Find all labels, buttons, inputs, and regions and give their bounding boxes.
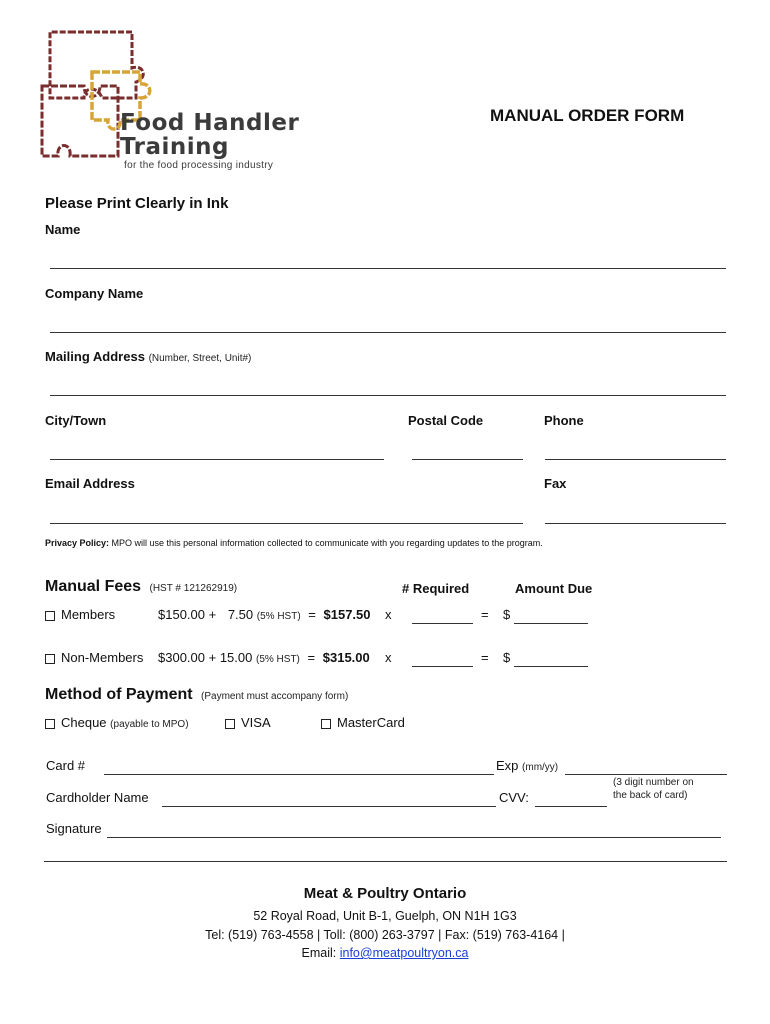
name-label: Name [45,222,81,237]
members-option[interactable] [45,607,115,622]
cheque-note: (payable to MPO) [110,719,189,730]
non-members-checkbox[interactable] [45,654,55,664]
name-field[interactable] [50,250,726,269]
company-field[interactable] [50,314,726,333]
members-total: $157.50 [323,607,371,622]
footer-email-label: Email: [301,946,340,960]
cvv-note-line1: (3 digit number on [613,777,694,788]
members-times: x [385,607,392,622]
phone-field[interactable] [545,441,726,460]
exp-text: Exp [496,758,519,773]
phone-label: Phone [544,413,584,428]
exp-label [496,758,558,773]
cvv-note-line2: the back of card) [613,790,688,801]
postal-label: Postal Code [408,413,484,428]
city-field[interactable] [50,441,384,460]
required-column-header: # Required [402,581,470,596]
city-label: City/Town [45,413,107,428]
members-price [158,607,371,622]
instruction: Please Print Clearly in Ink [45,195,229,212]
cvv-note [613,776,694,802]
non-members-eq: = [307,650,316,665]
non-members-label: Non-Members [61,650,144,665]
fax-label: Fax [544,476,567,491]
non-members-tax: 15.00 [219,650,253,665]
non-members-tax-note: (5% HST) [256,654,300,665]
members-dollar: $ [503,607,511,622]
fax-field[interactable] [545,505,726,524]
members-checkbox[interactable] [45,611,55,621]
mastercard-label: MasterCard [337,715,405,730]
mastercard-option[interactable] [321,715,405,730]
members-label: Members [61,607,116,622]
company-label: Company Name [45,286,144,301]
email-label: Email Address [45,476,135,491]
logo-title-line2: Training [120,134,230,160]
payment-note: (Payment must accompany form) [201,691,349,702]
logo [40,28,300,176]
non-members-dollar: $ [503,650,511,665]
amount-column-header: Amount Due [515,581,593,596]
cheque-label: Cheque [61,715,107,730]
mastercard-checkbox[interactable] [321,719,331,729]
form-title: MANUAL ORDER FORM [490,106,685,125]
card-number-field[interactable] [104,756,494,775]
non-members-amount-field[interactable] [514,648,588,667]
non-members-quantity-field[interactable] [412,648,473,667]
visa-option[interactable] [225,715,271,730]
footer-divider [44,861,727,862]
members-eq2: = [481,607,489,622]
payment-title: Method of Payment [45,686,193,703]
mailing-label-text: Mailing Address [45,349,145,364]
cheque-checkbox[interactable] [45,719,55,729]
members-base: $150.00 + [158,607,217,622]
members-quantity-field[interactable] [412,605,473,624]
privacy-text: MPO will use this personal information collected to communicate with you regarding updates to the program. [109,538,543,548]
payment-heading [45,686,348,704]
privacy-policy [45,538,543,548]
non-members-option[interactable] [45,650,143,665]
email-field[interactable] [50,505,523,524]
fees-hst: (HST # 121262919) [149,583,238,594]
signature-label: Signature [46,821,102,836]
non-members-base: $300.00 + [158,650,217,665]
postal-code-field[interactable] [412,441,523,460]
card-label: Card # [46,758,86,773]
mailing-hint: (Number, Street, Unit#) [148,353,252,364]
exp-note: (mm/yy) [522,762,559,773]
mailing-label [45,349,251,364]
expiry-field[interactable] [565,756,727,775]
cardholder-name-field[interactable] [162,788,496,807]
members-tax-note: (5% HST) [256,611,301,622]
footer-email [0,946,770,960]
non-members-eq2: = [481,650,489,665]
cvv-label: CVV: [499,790,529,805]
footer-contact: Tel: (519) 763-4558 | Toll: (800) 263-3797 | Fax: (519) 763-4164 | [205,928,565,942]
email-link[interactable]: info@meatpoultryon.ca [339,946,469,960]
signature-field[interactable] [107,819,721,838]
logo-title-line1: Food Handler [120,110,300,136]
cardholder-label: Cardholder Name [46,790,149,805]
footer-address: 52 Royal Road, Unit B-1, Guelph, ON N1H 1G3 [253,909,517,923]
members-eq: = [308,607,316,622]
non-members-times: x [385,650,392,665]
non-members-price [158,650,370,665]
mailing-address-field[interactable] [50,377,726,396]
visa-checkbox[interactable] [225,719,235,729]
fees-title: Manual Fees [45,578,142,595]
non-members-total: $315.00 [322,650,370,665]
privacy-label: Privacy Policy: [45,538,110,548]
visa-label: VISA [241,715,271,730]
logo-tagline: for the food processing industry [124,160,274,171]
fees-heading [45,578,237,596]
members-amount-field[interactable] [514,605,588,624]
footer-org: Meat & Poultry Ontario [303,885,467,902]
cvv-field[interactable] [535,788,607,807]
members-tax: 7.50 [227,607,254,622]
cheque-option[interactable] [45,715,189,730]
